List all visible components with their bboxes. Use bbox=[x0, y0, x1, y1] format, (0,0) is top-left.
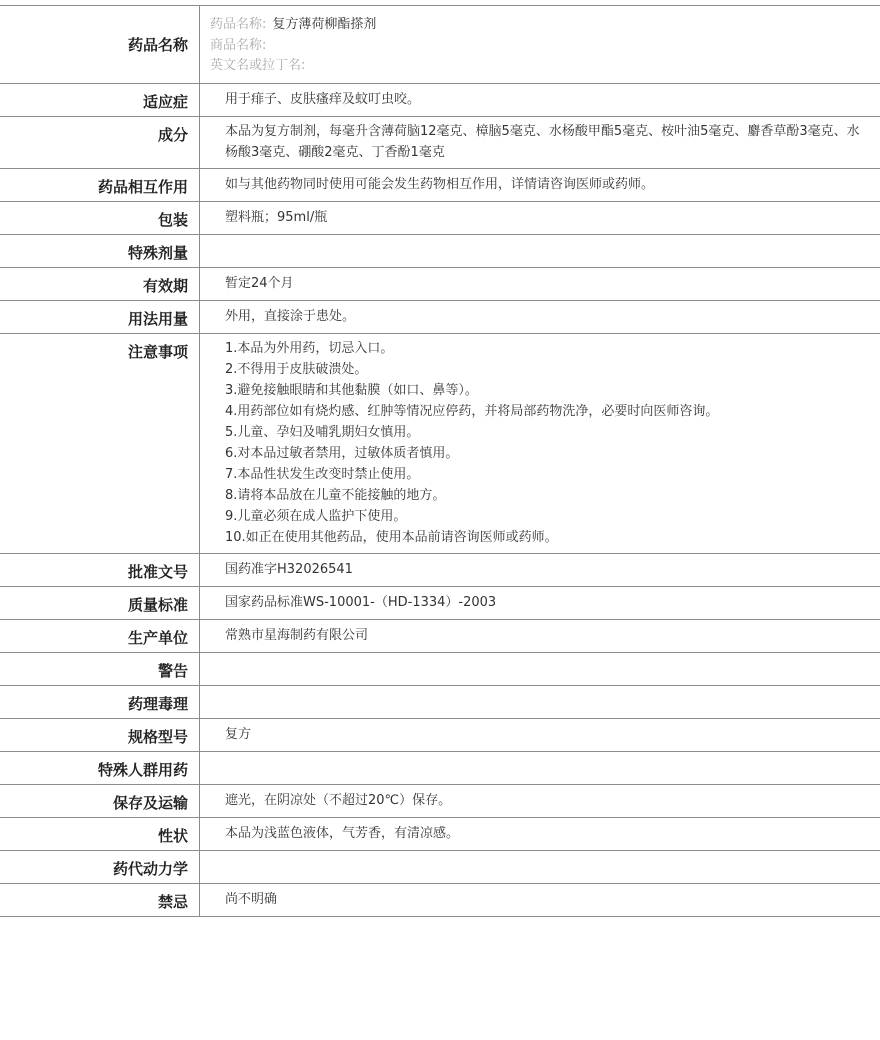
row-value: 国药准字H32026541 bbox=[225, 562, 353, 577]
row-value bbox=[200, 752, 880, 784]
precaution-item: 8.请将本品放在儿童不能接触的地方。 bbox=[225, 488, 446, 503]
row-value bbox=[200, 851, 880, 883]
precaution-item: 9.儿童必须在成人监护下使用。 bbox=[225, 509, 407, 524]
row-label: 药品名称 bbox=[0, 6, 200, 83]
generic-name-key: 药品名称: bbox=[210, 17, 267, 32]
row-ingredients bbox=[0, 117, 880, 169]
row-value: 本品为浅蓝色液体，气芳香，有清凉感。 bbox=[225, 826, 460, 841]
row-label: 保存及运输 bbox=[0, 785, 200, 817]
row-label: 注意事项 bbox=[0, 334, 200, 553]
row-label: 特殊剂量 bbox=[0, 235, 200, 267]
row-label: 用法用量 bbox=[0, 301, 200, 333]
row-value: 暂定24个月 bbox=[225, 276, 294, 291]
row-value: 塑料瓶；95ml/瓶 bbox=[225, 210, 328, 225]
row-value: 本品为复方制剂，每毫升含薄荷脑12毫克、樟脑5毫克、水杨酸甲酯5毫克、桉叶油5毫克、麝香草酚3毫克、水杨酸3毫克、硼酸2毫克、丁香酚1毫克 bbox=[225, 124, 860, 160]
row-quality-standard bbox=[0, 587, 880, 620]
row-value: 常熟市星海制药有限公司 bbox=[225, 628, 369, 643]
row-value bbox=[200, 334, 880, 553]
row-value bbox=[200, 235, 880, 267]
row-label: 特殊人群用药 bbox=[0, 752, 200, 784]
row-label: 包装 bbox=[0, 202, 200, 234]
row-label: 适应症 bbox=[0, 84, 200, 116]
row-usage bbox=[0, 301, 880, 334]
precaution-item: 3.避免接触眼睛和其他黏膜（如口、鼻等）。 bbox=[225, 383, 478, 398]
row-contraindications bbox=[0, 884, 880, 917]
precaution-item: 1.本品为外用药，切忌入口。 bbox=[225, 341, 394, 356]
generic-name-value: 复方薄荷柳酯搽剂 bbox=[272, 17, 377, 32]
row-warning bbox=[0, 653, 880, 686]
english-name-key: 英文名或拉丁名: bbox=[210, 58, 306, 73]
row-label: 药代动力学 bbox=[0, 851, 200, 883]
row-packaging bbox=[0, 202, 880, 235]
row-pharmacology bbox=[0, 686, 880, 719]
row-value: 用于痱子、皮肤瘙痒及蚊叮虫咬。 bbox=[225, 92, 421, 107]
row-label: 药品相互作用 bbox=[0, 169, 200, 201]
row-shelf-life bbox=[0, 268, 880, 301]
precaution-item: 10.如正在使用其他药品，使用本品前请咨询医师或药师。 bbox=[225, 530, 558, 545]
row-value bbox=[200, 653, 880, 685]
row-storage bbox=[0, 785, 880, 818]
row-label: 成分 bbox=[0, 117, 200, 168]
precaution-item: 6.对本品过敏者禁用，过敏体质者慎用。 bbox=[225, 446, 459, 461]
precaution-item: 5.儿童、孕妇及哺乳期妇女慎用。 bbox=[225, 425, 420, 440]
trade-name-line bbox=[210, 36, 870, 57]
row-label: 规格型号 bbox=[0, 719, 200, 751]
row-specification bbox=[0, 719, 880, 752]
drug-info-table bbox=[0, 5, 880, 917]
row-value: 如与其他药物同时使用可能会发生药物相互作用，详情请咨询医师或药师。 bbox=[225, 177, 655, 192]
row-precautions bbox=[0, 334, 880, 554]
row-value bbox=[200, 686, 880, 718]
row-label: 性状 bbox=[0, 818, 200, 850]
precaution-item: 7.本品性状发生改变时禁止使用。 bbox=[225, 467, 420, 482]
precaution-item: 4.用药部位如有烧灼感、红肿等情况应停药，并将局部药物洗净，必要时向医师咨询。 bbox=[225, 404, 719, 419]
row-label: 药理毒理 bbox=[0, 686, 200, 718]
row-value: 国家药品标准WS-10001-（HD-1334）-2003 bbox=[225, 595, 497, 610]
row-value: 尚不明确 bbox=[225, 892, 278, 907]
row-manufacturer bbox=[0, 620, 880, 653]
row-value: 复方 bbox=[225, 727, 252, 742]
row-special-groups bbox=[0, 752, 880, 785]
row-label: 有效期 bbox=[0, 268, 200, 300]
row-label: 禁忌 bbox=[0, 884, 200, 916]
row-label: 警告 bbox=[0, 653, 200, 685]
row-special-dosage bbox=[0, 235, 880, 268]
row-label: 质量标准 bbox=[0, 587, 200, 619]
row-indications bbox=[0, 84, 880, 117]
row-label: 生产单位 bbox=[0, 620, 200, 652]
row-value bbox=[200, 6, 880, 83]
row-interactions bbox=[0, 169, 880, 202]
precaution-item: 2.不得用于皮肤破溃处。 bbox=[225, 362, 368, 377]
row-approval-number bbox=[0, 554, 880, 587]
row-pharmacokinetics bbox=[0, 851, 880, 884]
trade-name-key: 商品名称: bbox=[210, 37, 267, 53]
row-appearance bbox=[0, 818, 880, 851]
english-name-line bbox=[210, 56, 870, 77]
row-label: 批准文号 bbox=[0, 554, 200, 586]
row-value: 外用，直接涂于患处。 bbox=[225, 309, 356, 324]
row-drug-name bbox=[0, 6, 880, 84]
row-value: 遮光，在阴凉处（不超过20℃）保存。 bbox=[225, 793, 452, 808]
generic-name-line bbox=[210, 15, 870, 36]
